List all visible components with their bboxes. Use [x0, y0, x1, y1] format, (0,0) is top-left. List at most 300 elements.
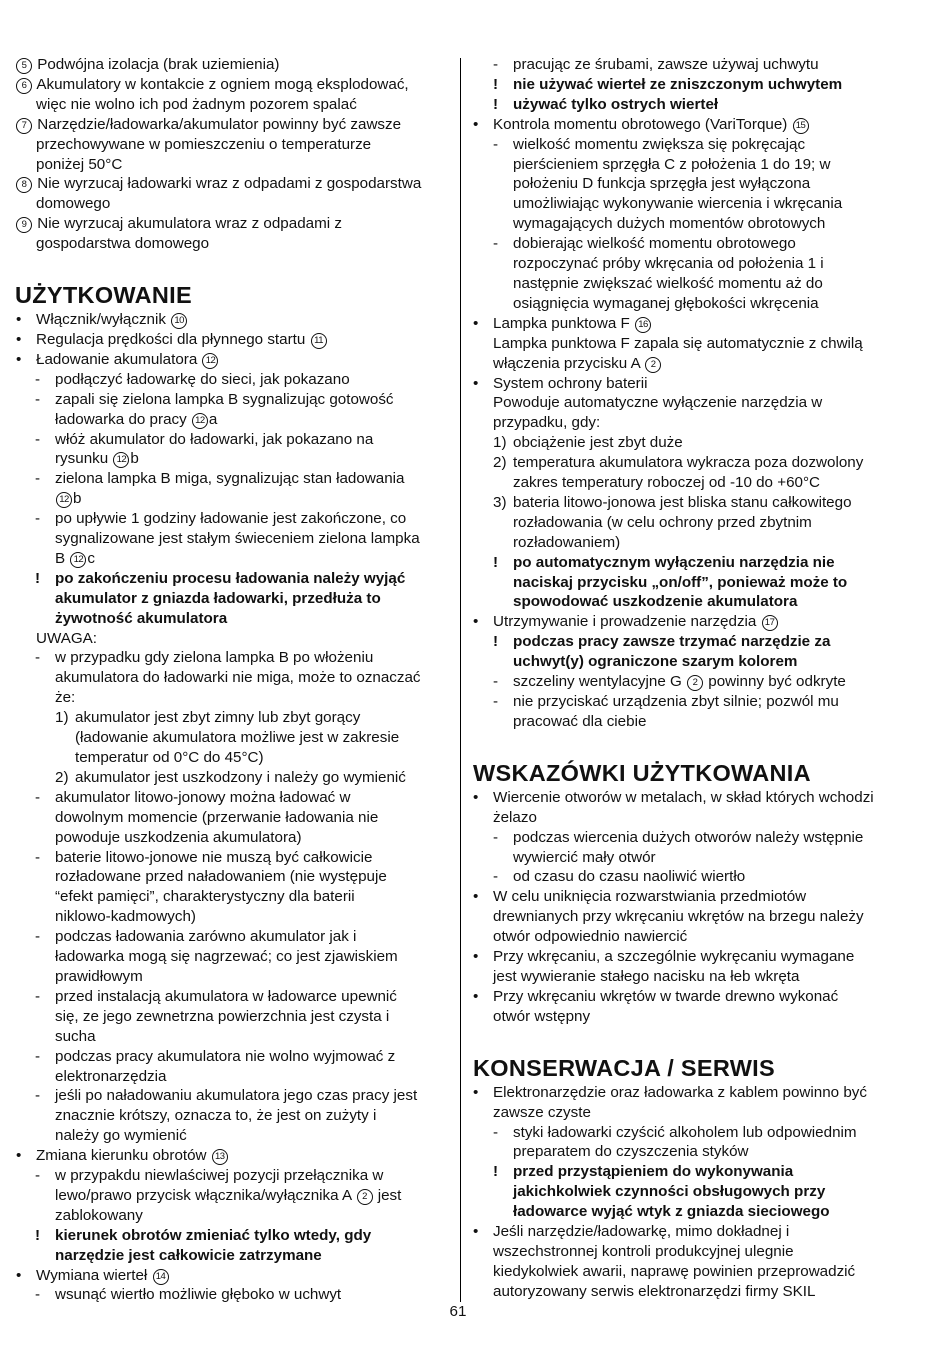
list-marker: - — [35, 649, 41, 667]
right-column — [473, 55, 913, 1302]
list-marker: • — [473, 115, 479, 133]
line-text: zapali się zielona lampka B sygnalizując gotowość — [55, 390, 394, 408]
text-line — [473, 632, 913, 652]
line-text: jeśli po naładowaniu akumulatora jego czas pracy jest — [55, 1087, 418, 1105]
list-marker: ! — [35, 569, 41, 587]
line-text: wsunąć wiertło możliwie głęboko w uchwyt — [55, 1286, 342, 1304]
list-marker: - — [493, 673, 499, 691]
line-text: wszechstronnej kontroli produkcyjnej ulegnie — [493, 1242, 794, 1260]
line-text: Narzędzie/ładowarka/akumulator powinny być zawsze — [33, 115, 402, 133]
line-text: następnie zwiększać wielkość momentu aż do — [513, 274, 823, 292]
list-marker: ! — [493, 553, 499, 571]
text-line — [473, 334, 913, 354]
line-text: rozładowane przed naładowaniem (nie występuje — [55, 868, 387, 886]
line-text: temperatura akumulatora wykracza poza dozwolony — [513, 454, 864, 472]
line-text: żywotność akumulatora — [55, 609, 228, 627]
line-text: nie używać wierteł ze zniszczonym uchwytem — [513, 75, 843, 93]
section-heading: KONSERWACJA / SERWIS — [473, 1054, 775, 1081]
text-line — [15, 1266, 455, 1286]
line-text: narzędzie jest całkowicie zatrzymane — [55, 1246, 322, 1264]
line-text: dowolnym momencie (przerwanie ładowania nie — [55, 808, 379, 826]
list-marker: 2) — [493, 454, 507, 472]
text-line — [15, 1007, 455, 1027]
figure-reference-number: 5 — [16, 58, 32, 74]
line-text: w przypakdu niewlaściwej pozycji przełącznika w — [55, 1167, 384, 1185]
text-line — [15, 947, 455, 967]
list-marker: 2) — [55, 768, 69, 786]
text-line — [15, 927, 455, 947]
spacer — [15, 254, 455, 280]
line-text: przechowywane w pomieszczeniu o temperaturze — [36, 135, 372, 153]
line-text: rozpoczynać próby wkręcania od położenia 1 i — [513, 255, 824, 273]
text-line — [15, 410, 455, 430]
text-line — [15, 549, 455, 569]
text-line — [473, 374, 913, 394]
text-line — [15, 967, 455, 987]
line-text: po zakończeniu procesu ładowania należy wyjąć — [55, 569, 406, 587]
line-text: sygnalizowane jest stałym świeceniem zielona lampka — [55, 530, 420, 548]
text-line — [15, 648, 455, 668]
text-line — [473, 1182, 913, 1202]
line-text: znacznie krótszy, oznacza to, że jest on zużyty i — [55, 1107, 377, 1125]
line-text: włóż akumulator do ładowarki, jak pokazano na — [55, 430, 374, 448]
line-text: gospodarstwa domowego — [36, 235, 210, 253]
text-line — [473, 788, 913, 808]
text-line — [15, 668, 455, 688]
text-line — [15, 75, 455, 95]
list-marker: - — [35, 470, 41, 488]
line-text: lewo/prawo przycisk włącznika/wyłącznika A — [55, 1186, 356, 1204]
text-line — [15, 370, 455, 390]
list-marker: - — [35, 1047, 41, 1065]
list-marker: ! — [493, 633, 499, 651]
text-line — [15, 728, 455, 748]
figure-reference-number: 15 — [793, 118, 809, 134]
line-text: Nie wyrzucaj akumulatora wraz z odpadami z — [33, 215, 342, 233]
line-text: Kontrola momentu obrotowego (VariTorque) — [493, 115, 792, 133]
figure-reference-number: 16 — [635, 317, 651, 333]
text-line — [473, 987, 913, 1007]
text-line — [15, 629, 455, 649]
text-line — [15, 430, 455, 450]
text-line — [15, 1126, 455, 1146]
text-line — [473, 573, 913, 593]
line-text: zawsze czyste — [493, 1103, 591, 1121]
text-line — [15, 887, 455, 907]
line-text: podłączyć ładowarkę do sieci, jak pokazano — [55, 370, 350, 388]
section-heading: UŻYTKOWANIE — [15, 282, 192, 309]
text-line — [15, 234, 455, 254]
text-line — [473, 927, 913, 947]
list-marker: • — [16, 330, 22, 348]
text-line — [15, 489, 455, 509]
text-line — [15, 1067, 455, 1087]
line-text: pracować dla ciebie — [513, 712, 647, 730]
text-line — [473, 1202, 913, 1222]
line-text: akumulator jest uszkodzony i należy go wymienić — [75, 768, 406, 786]
line-text: naciskaj przycisku „on/off”, ponieważ może to — [513, 573, 848, 591]
line-text: pracując ze śrubami, zawsze używaj uchwytu — [513, 56, 819, 73]
line-text: obciążenie jest zbyt duże — [513, 434, 683, 452]
text-line — [473, 55, 913, 75]
list-marker: - — [35, 390, 41, 408]
list-marker: - — [35, 510, 41, 528]
text-line — [15, 907, 455, 927]
text-line — [15, 708, 455, 728]
text-line — [473, 433, 913, 453]
line-text: kierunek obrotów zmieniać tylko wtedy, gdy — [55, 1226, 372, 1244]
list-marker: - — [493, 135, 499, 153]
line-text: zablokowany — [55, 1206, 143, 1224]
text-line — [15, 1246, 455, 1266]
line-text: B — [55, 549, 70, 567]
figure-reference-number: 2 — [687, 675, 703, 691]
line-text: jest wywieranie stałego nacisku na łeb wkręta — [493, 967, 800, 985]
figure-reference-number: 10 — [171, 313, 187, 329]
line-text: spowodować uszkodzenie akumulatora — [513, 593, 798, 611]
text-line — [15, 987, 455, 1007]
text-line — [473, 1282, 913, 1302]
text-line — [15, 469, 455, 489]
text-line — [473, 867, 913, 887]
line-text: styki ładowarki czyścić alkoholem lub odpowiednim — [513, 1123, 857, 1141]
list-marker: • — [16, 1147, 22, 1165]
line-text: Zmiana kierunku obrotów — [36, 1147, 211, 1165]
line-text: pierścieniem sprzęgła C z położenia 1 do 19; w — [513, 155, 831, 173]
list-marker: • — [16, 350, 22, 368]
line-text: Lampka punktowa F zapala się automatycznie z chwilą — [493, 334, 863, 352]
text-line — [473, 712, 913, 732]
line-text: akumulator litowo-jonowy można ładować w — [55, 788, 351, 806]
text-line — [473, 652, 913, 672]
line-text: zielona lampka B miga, sygnalizując stan ładowania — [55, 470, 405, 488]
list-marker: • — [473, 948, 479, 966]
line-text: przed instalacją akumulatora w ładowarce upewnić — [55, 987, 397, 1005]
text-line — [473, 1123, 913, 1143]
text-line — [15, 449, 455, 469]
list-marker: - — [35, 788, 41, 806]
line-text: włączenia przycisku A — [493, 354, 645, 372]
line-text: Wymiana wierteł — [36, 1266, 152, 1284]
text-line — [15, 330, 455, 350]
figure-reference-number: 8 — [16, 177, 32, 193]
list-marker: • — [16, 1266, 22, 1284]
list-marker: 3) — [493, 493, 507, 511]
text-line — [15, 1206, 455, 1226]
text-line — [473, 1262, 913, 1282]
figure-reference-number: 2 — [357, 1189, 373, 1205]
text-line — [473, 1162, 913, 1182]
text-line — [473, 493, 913, 513]
list-marker: 1) — [55, 709, 69, 727]
text-line — [473, 967, 913, 987]
text-line — [15, 848, 455, 868]
list-marker: • — [473, 374, 479, 392]
line-text: Przy wkręcaniu, a szczególnie wykręcaniu wymagane — [493, 948, 855, 966]
line-text: ładowarka do pracy — [55, 410, 191, 428]
list-marker: ! — [493, 75, 499, 93]
text-line — [15, 390, 455, 410]
text-line — [473, 135, 913, 155]
line-text: kiedykolwiek awarii, naprawę powinien przeprowadzić — [493, 1262, 856, 1280]
line-text: nie przyciskać urządzenia zbyt silnie; pozwól mu — [513, 693, 839, 710]
text-line — [473, 174, 913, 194]
line-text: bateria litowo-jonowa jest bliska stanu całkowitego — [513, 493, 852, 511]
text-line — [15, 194, 455, 214]
line-text: W celu uniknięcia rozwarstwiania przedmiotów — [493, 888, 807, 906]
line-text: położeniu D funkcja sprzęgła jest wyłączona — [513, 175, 811, 193]
text-line — [473, 155, 913, 175]
text-line — [473, 553, 913, 573]
text-line — [473, 592, 913, 612]
section-heading: WSKAZÓWKI UŻYTKOWANIA — [473, 759, 811, 786]
line-text: podczas ładowania zarówno akumulator jak i — [55, 928, 357, 946]
list-marker: - — [35, 987, 41, 1005]
line-text: c — [87, 549, 95, 567]
line-text: sucha — [55, 1027, 96, 1045]
text-line — [473, 274, 913, 294]
text-line — [15, 174, 455, 194]
line-text: Jeśli narzędzie/ładowarkę, mimo dokładnej i — [493, 1223, 790, 1241]
line-text: domowego — [36, 195, 111, 213]
line-text: jest — [373, 1186, 402, 1204]
line-text: ładowarka mogą się nagrzewać; co jest zjawiskiem — [55, 948, 398, 966]
line-text: Wiercenie otworów w metalach, w skład których wchodzi — [493, 788, 874, 806]
spacer — [473, 732, 913, 758]
line-text: baterie litowo-jonowe nie muszą być całkowicie — [55, 848, 373, 866]
text-line — [15, 828, 455, 848]
figure-reference-number: 2 — [645, 357, 661, 373]
text-line — [15, 589, 455, 609]
text-line — [473, 1103, 913, 1123]
line-text: po upływie 1 godziny ładowanie jest zakończone, co — [55, 510, 407, 528]
list-marker: - — [35, 928, 41, 946]
line-text: uchwyt(y) ograniczone szarym kolorem — [513, 653, 798, 671]
list-marker: • — [473, 1083, 479, 1101]
line-text: od czasu do czasu naoliwić wiertło — [513, 868, 746, 886]
page-number: 61 — [449, 1303, 467, 1320]
text-line — [473, 612, 913, 632]
text-line — [473, 1083, 913, 1103]
figure-reference-number: 12 — [202, 353, 218, 369]
text-line — [15, 748, 455, 768]
line-text: ładowarce wyjąć wtyk z gniazda sieciowego — [513, 1203, 830, 1221]
line-text: prawidłowym — [55, 967, 143, 985]
line-text: Podwójna izolacja (brak uziemienia) — [33, 56, 280, 73]
text-line — [473, 1222, 913, 1242]
line-text: wymagających dużych momentów obrotowych — [513, 215, 826, 233]
figure-reference-number: 13 — [212, 1149, 228, 1165]
text-line — [15, 214, 455, 234]
line-text: osiągnięcia wymaganej głębokości wkręcenia — [513, 294, 819, 312]
text-line — [473, 1007, 913, 1027]
line-text: Ładowanie akumulatora — [36, 350, 202, 368]
list-marker: - — [35, 848, 41, 866]
list-marker: - — [493, 56, 499, 73]
text-line — [15, 1166, 455, 1186]
list-marker: - — [493, 828, 499, 846]
line-text: wielkość momentu zwiększa się pokręcając — [513, 135, 806, 153]
text-line — [473, 194, 913, 214]
line-text: przypadku, gdy: — [493, 414, 601, 432]
line-text: umożliwiając wykonywanie wiercenia i wkręcania — [513, 195, 843, 213]
text-line — [15, 55, 455, 75]
line-text: podczas pracy zawsze trzymać narzędzie za — [513, 633, 831, 651]
line-text: b — [130, 450, 139, 468]
line-text: akumulator jest zbyt zimny lub zbyt gorący — [75, 709, 361, 727]
line-text: Lampka punktowa F — [493, 314, 634, 332]
figure-reference-number: 7 — [16, 118, 32, 134]
line-text: się, ze jego zewnetrzna powierzchnia jest czysta i — [55, 1007, 390, 1025]
text-line — [473, 354, 913, 374]
text-line — [473, 513, 913, 533]
line-text: zakres temperatury roboczej od -10 do +60°C — [513, 474, 821, 492]
list-marker: - — [35, 1167, 41, 1185]
text-line — [15, 1226, 455, 1246]
line-text: wywiercić mały otwór — [513, 848, 656, 866]
list-marker: • — [473, 613, 479, 631]
line-text: niklowo-kadmowych) — [55, 908, 196, 926]
line-text: powinny być odkryte — [704, 673, 846, 691]
figure-reference-number: 17 — [762, 615, 778, 631]
text-line — [473, 808, 913, 828]
line-text: żelazo — [493, 808, 537, 826]
text-line — [15, 1106, 455, 1126]
text-line — [15, 867, 455, 887]
figure-reference-number: 11 — [311, 333, 327, 349]
list-marker: - — [35, 370, 41, 388]
line-text: szczeliny wentylacyjne G — [513, 673, 687, 691]
line-text: b — [73, 490, 82, 508]
list-marker: - — [493, 1123, 499, 1141]
text-line — [15, 529, 455, 549]
list-marker: - — [493, 693, 499, 710]
figure-reference-number: 6 — [16, 78, 32, 94]
text-line — [15, 95, 455, 115]
list-marker: • — [473, 314, 479, 332]
text-line — [15, 310, 455, 330]
figure-reference-number: 12 — [113, 452, 129, 468]
text-line — [15, 688, 455, 708]
text-line — [473, 75, 913, 95]
line-text: po automatycznym wyłączeniu narzędzia nie — [513, 553, 835, 571]
line-text: więc nie wolno ich pod żadnym pozorem spalać — [36, 95, 357, 113]
text-line — [473, 214, 913, 234]
list-marker: • — [16, 311, 22, 329]
list-marker: - — [35, 430, 41, 448]
text-line — [473, 947, 913, 967]
text-line — [15, 1047, 455, 1067]
line-text: Nie wyrzucaj ładowarki wraz z odpadami z gospodarstwa — [33, 175, 422, 193]
line-text: Powoduje automatyczne wyłączenie narzędzia w — [493, 394, 823, 412]
line-text: że: — [55, 689, 76, 707]
list-marker: • — [473, 888, 479, 906]
text-line — [473, 1142, 913, 1162]
line-text: otwór wstępny — [493, 1007, 591, 1025]
line-text: podczas pracy akumulatora nie wolno wyjmować z — [55, 1047, 396, 1065]
line-text: jakichkolwiek czynności obsługowych przy — [513, 1183, 826, 1201]
text-line — [473, 828, 913, 848]
list-marker: • — [473, 987, 479, 1005]
line-text: autoryzowany serwis elektronarzędzi firmy SKIL — [493, 1282, 816, 1300]
text-line — [473, 907, 913, 927]
spacer — [473, 1027, 913, 1053]
line-text: “efekt pamięci”, charakterystyczny dla baterii — [55, 888, 355, 906]
line-text: otwór odpowiednio nawiercić — [493, 928, 688, 946]
text-line — [473, 473, 913, 493]
text-line — [15, 1027, 455, 1047]
figure-reference-number: 12 — [192, 413, 208, 429]
line-text: Regulacja prędkości dla płynnego startu — [36, 330, 310, 348]
text-line — [473, 115, 913, 135]
line-text: dobierając wielkość momentu obrotowego — [513, 235, 796, 253]
text-line — [473, 887, 913, 907]
line-text: elektronarzędzia — [55, 1067, 167, 1085]
figure-reference-number: 12 — [70, 552, 86, 568]
line-text: UWAGA: — [36, 629, 98, 647]
text-line — [15, 768, 455, 788]
text-line — [15, 1186, 455, 1206]
left-column — [15, 55, 455, 1305]
text-line — [15, 155, 455, 175]
text-line — [473, 848, 913, 868]
text-line — [15, 135, 455, 155]
text-line — [15, 350, 455, 370]
figure-reference-number: 14 — [153, 1269, 169, 1285]
line-text: rysunku — [55, 450, 113, 468]
text-line — [15, 1146, 455, 1166]
line-text: Utrzymywanie i prowadzenie narzędzia — [493, 613, 761, 631]
text-line — [15, 1086, 455, 1106]
line-text: rozładowania (w celu ochrony przed zbytnim — [513, 513, 812, 531]
list-marker: ! — [35, 1226, 41, 1244]
list-marker: - — [35, 1286, 41, 1304]
text-line — [15, 509, 455, 529]
text-line — [473, 234, 913, 254]
line-text: (ładowanie akumulatora możliwe jest w zakresie — [75, 729, 400, 747]
column-divider — [460, 58, 461, 1302]
text-line — [473, 533, 913, 553]
list-marker: • — [473, 788, 479, 806]
line-text: System ochrony baterii — [493, 374, 648, 392]
line-text: Elektronarzędzie oraz ładowarka z kablem powinno być — [493, 1083, 867, 1101]
line-text: temperatur od 0°C do 45°C) — [75, 749, 264, 766]
text-line — [473, 692, 913, 712]
line-text: akumulatora do ładowarki nie miga, może to oznaczać — [55, 669, 421, 687]
text-line — [15, 808, 455, 828]
list-marker: ! — [493, 95, 499, 113]
text-line — [473, 95, 913, 115]
text-line — [473, 672, 913, 692]
text-line — [473, 314, 913, 334]
figure-reference-number: 12 — [56, 492, 72, 508]
figure-reference-number: 9 — [16, 217, 32, 233]
line-text: Włącznik/wyłącznik — [36, 311, 171, 329]
list-marker: - — [35, 1087, 41, 1105]
line-text: używać tylko ostrych wierteł — [513, 95, 719, 113]
line-text: podczas wiercenia dużych otworów należy wstępnie — [513, 828, 864, 846]
list-marker: 1) — [493, 434, 507, 452]
text-line — [473, 1242, 913, 1262]
line-text: preparatem do czyszczenia styków — [513, 1143, 749, 1161]
text-line — [15, 609, 455, 629]
line-text: rozładowaniem) — [513, 533, 621, 551]
line-text: drewnianych przy wkręcaniu wkrętów na brzegu należy — [493, 908, 864, 926]
text-line — [473, 254, 913, 274]
line-text: poniżej 50°C — [36, 155, 123, 173]
line-text: a — [208, 410, 218, 428]
text-line — [473, 453, 913, 473]
